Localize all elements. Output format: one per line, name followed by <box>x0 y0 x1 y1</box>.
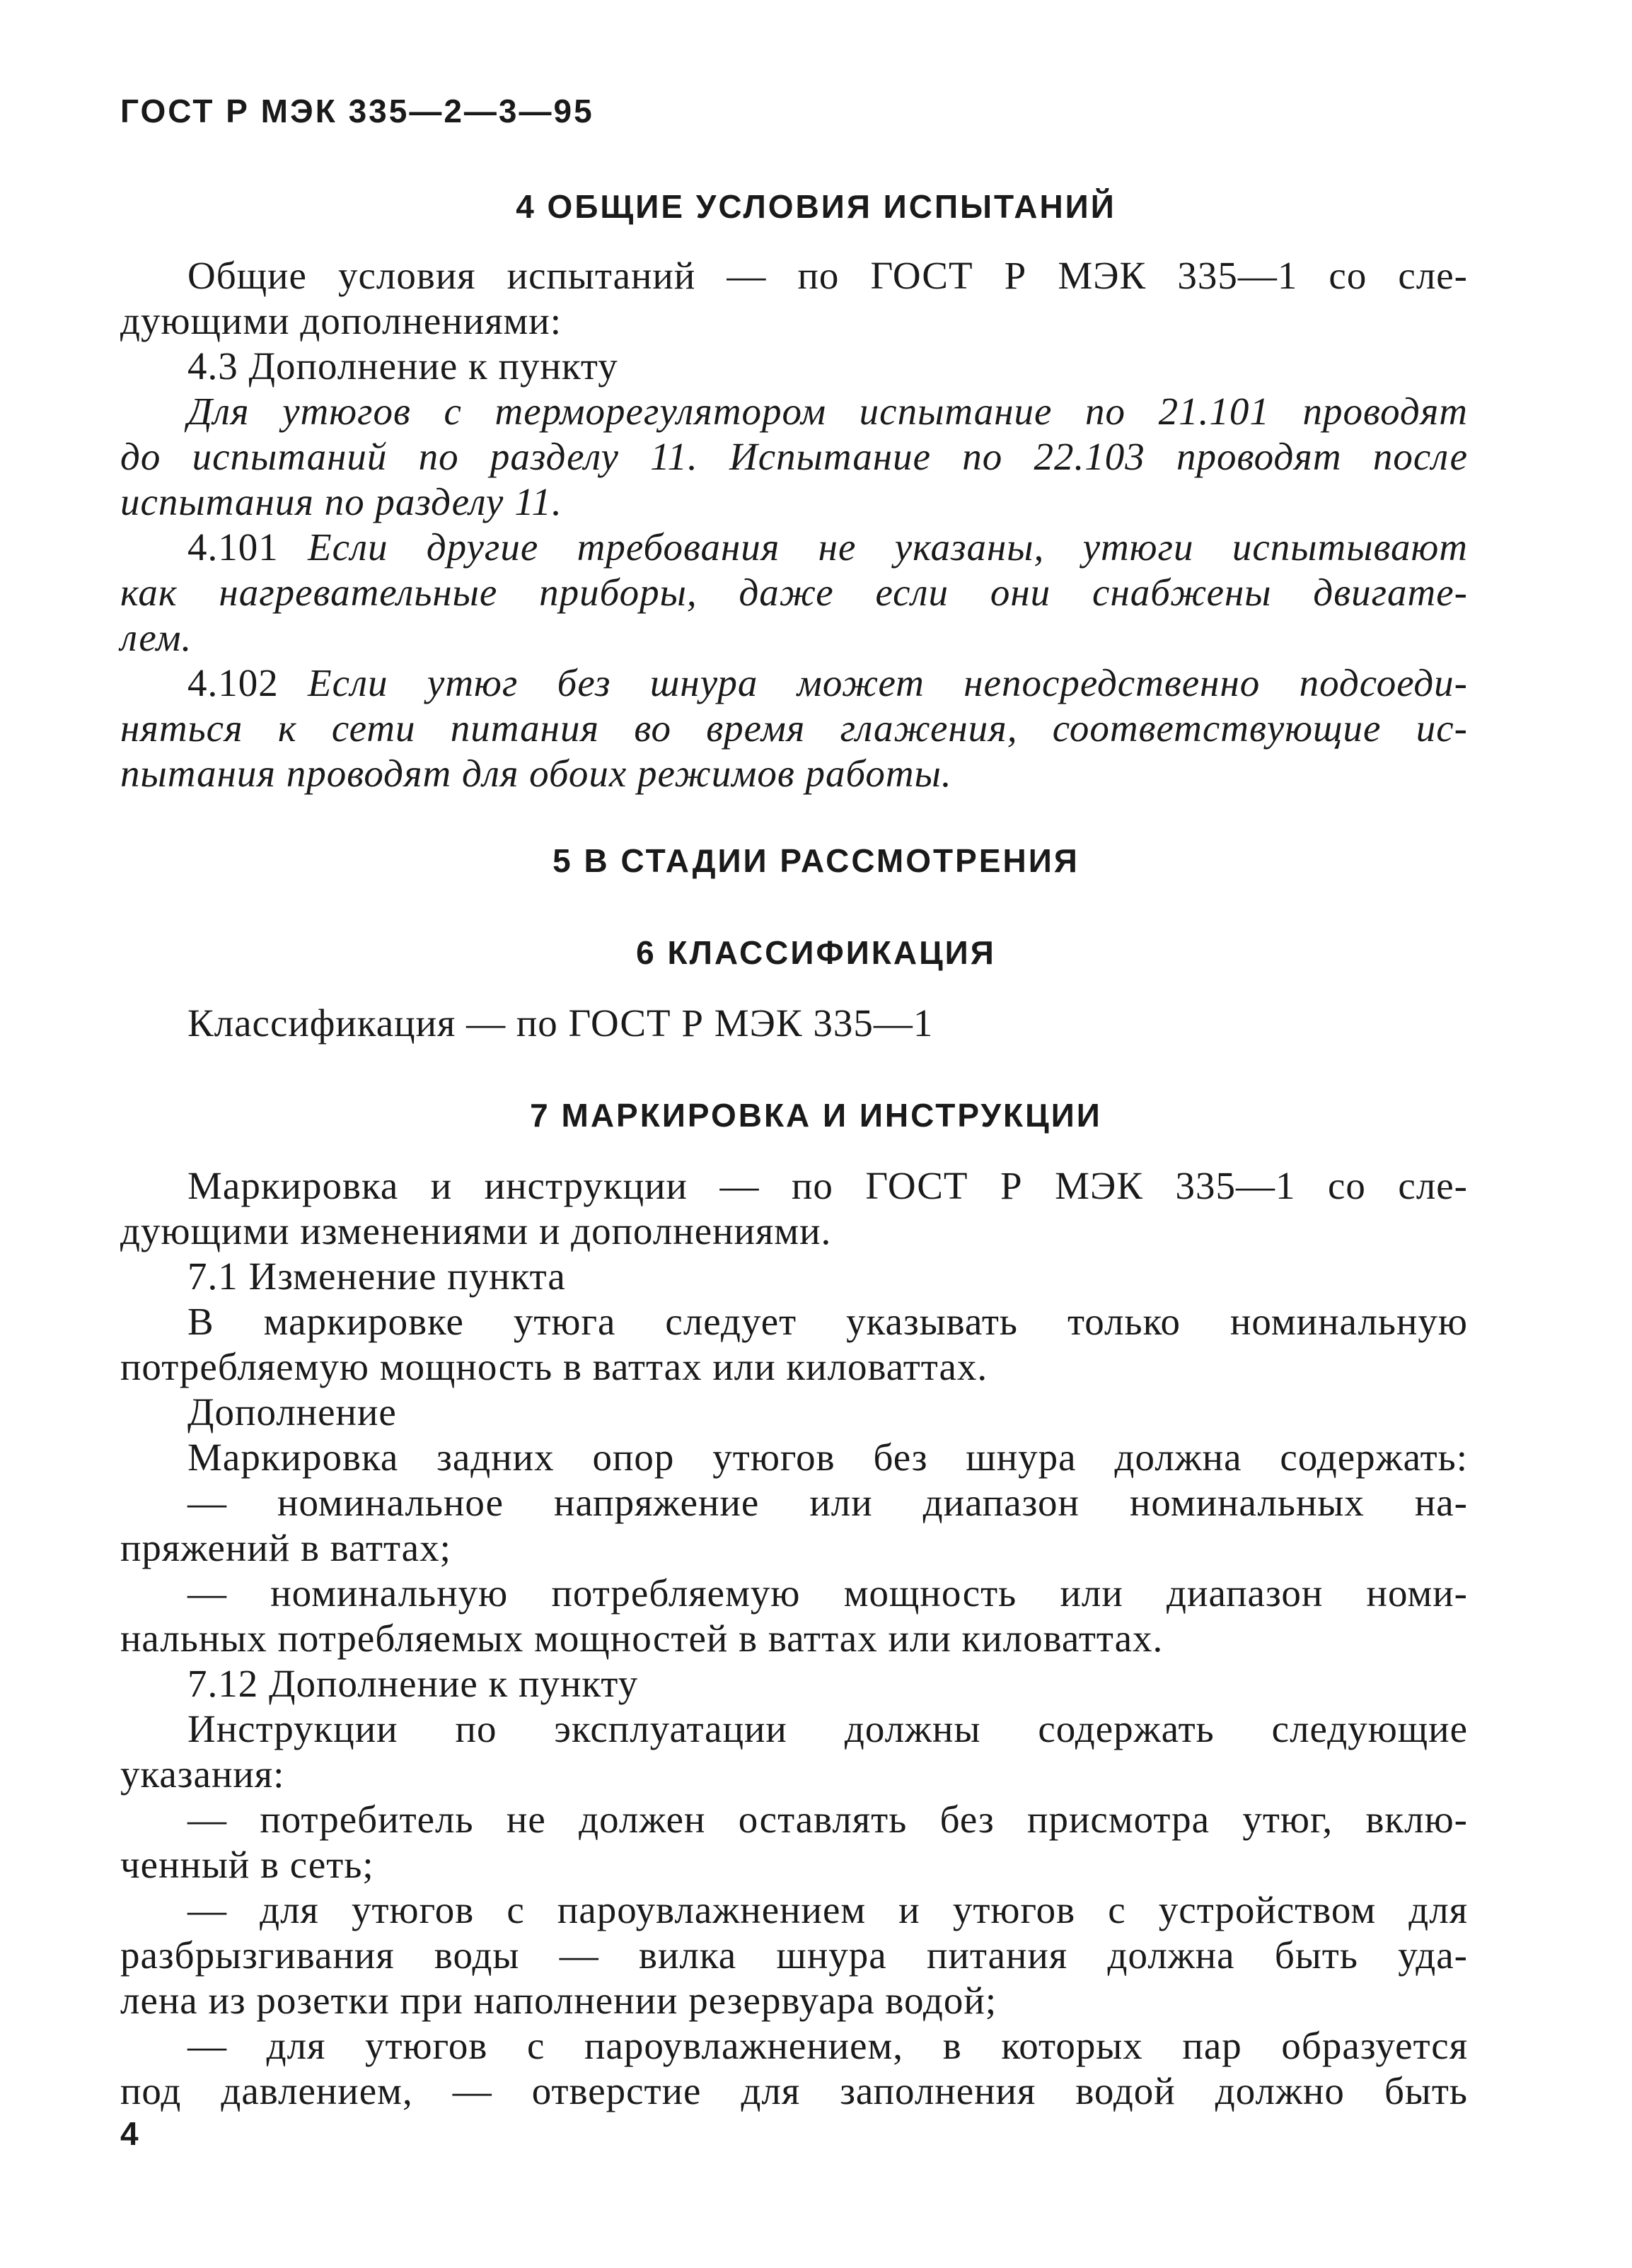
s7-line-20: — для утюгов с пароувлажнением, в которых пар образуется <box>187 2024 1468 2067</box>
s7-line-21: под давлением, — отверстие для заполнения водой должно быть <box>120 2069 1468 2112</box>
s4-line-9: лем. <box>120 616 192 659</box>
s4-line-1: Общие условия испытаний — по ГОСТ Р МЭК 335—1 со сле- <box>187 254 1468 297</box>
s7-line-1: Маркировка и инструкции — по ГОСТ Р МЭК 335—1 со сле- <box>187 1164 1468 1207</box>
s4-item-4-102-number: 4.102 <box>187 661 279 704</box>
section-6-title: 6 КЛАССИФИКАЦИЯ <box>636 934 996 971</box>
s7-line-6: Дополнение <box>187 1390 397 1434</box>
s4-line-4: Для утюгов с терморегулятором испытание по 21.101 проводят <box>187 390 1468 433</box>
s4-item-4-101-number: 4.101 <box>187 525 279 569</box>
s7-line-5: потребляемую мощность в ваттах или киловаттах. <box>120 1345 988 1388</box>
s7-line-10: — номинальную потребляемую мощность или диапазон номи- <box>187 1571 1468 1615</box>
s7-line-14: указания: <box>120 1752 285 1796</box>
s4-line-7: Если другие требования не указаны, утюги испытывают <box>308 525 1468 569</box>
s7-line-11: нальных потребляемых мощностей в ваттах или киловаттах. <box>120 1617 1164 1660</box>
section-5-title: 5 В СТАДИИ РАССМОТРЕНИЯ <box>552 842 1080 879</box>
s7-line-19: лена из розетки при наполнении резервуара водой; <box>120 1979 997 2022</box>
s4-line-5: до испытаний по разделу 11. Испытание по 22.103 проводят после <box>120 435 1468 478</box>
s4-line-2: дующими дополнениями: <box>120 299 562 342</box>
s6-line-1: Классификация — по ГОСТ Р МЭК 335—1 <box>187 1001 934 1045</box>
section-7-title: 7 МАРКИРОВКА И ИНСТРУКЦИИ <box>530 1097 1102 1134</box>
page-number: 4 <box>120 2115 139 2152</box>
s4-line-12: пытания проводят для обоих режимов работы. <box>120 752 952 795</box>
s7-line-3: 7.1 Изменение пункта <box>187 1255 566 1298</box>
s4-line-6: испытания по разделу 11. <box>120 480 562 523</box>
s7-line-4: В маркировке утюга следует указывать только номинальную <box>187 1300 1468 1343</box>
s7-line-2: дующими изменениями и дополнениями. <box>120 1209 832 1252</box>
s7-line-15: — потребитель не должен оставлять без присмотра утюг, вклю- <box>187 1798 1468 1841</box>
s7-line-12: 7.12 Дополнение к пункту <box>187 1662 639 1705</box>
s7-line-17: — для утюгов с пароувлажнением и утюгов с устройством для <box>187 1888 1468 1931</box>
s4-line-10: Если утюг без шнура может непосредственно подсоеди- <box>308 661 1468 704</box>
s4-line-3: 4.3 Дополнение к пункту <box>187 344 618 388</box>
s4-line-11: няться к сети питания во время глажения, соответствующие ис- <box>120 706 1468 750</box>
section-4-title: 4 ОБЩИЕ УСЛОВИЯ ИСПЫТАНИЙ <box>516 188 1116 225</box>
s7-line-8: — номинальное напряжение или диапазон номинальных на- <box>187 1481 1468 1524</box>
s7-line-9: пряжений в ваттах; <box>120 1526 451 1569</box>
s7-line-7: Маркировка задних опор утюгов без шнура должна содержать: <box>187 1436 1468 1479</box>
s4-line-8: как нагревательные приборы, даже если они снабжены двигате- <box>120 571 1468 614</box>
s7-line-18: разбрызгивания воды — вилка шнура питания должна быть уда- <box>120 1933 1468 1977</box>
s7-line-16: ченный в сеть; <box>120 1843 374 1886</box>
s7-line-13: Инструкции по эксплуатации должны содержать следующие <box>187 1707 1468 1750</box>
document-header: ГОСТ Р МЭК 335—2—3—95 <box>120 93 594 129</box>
